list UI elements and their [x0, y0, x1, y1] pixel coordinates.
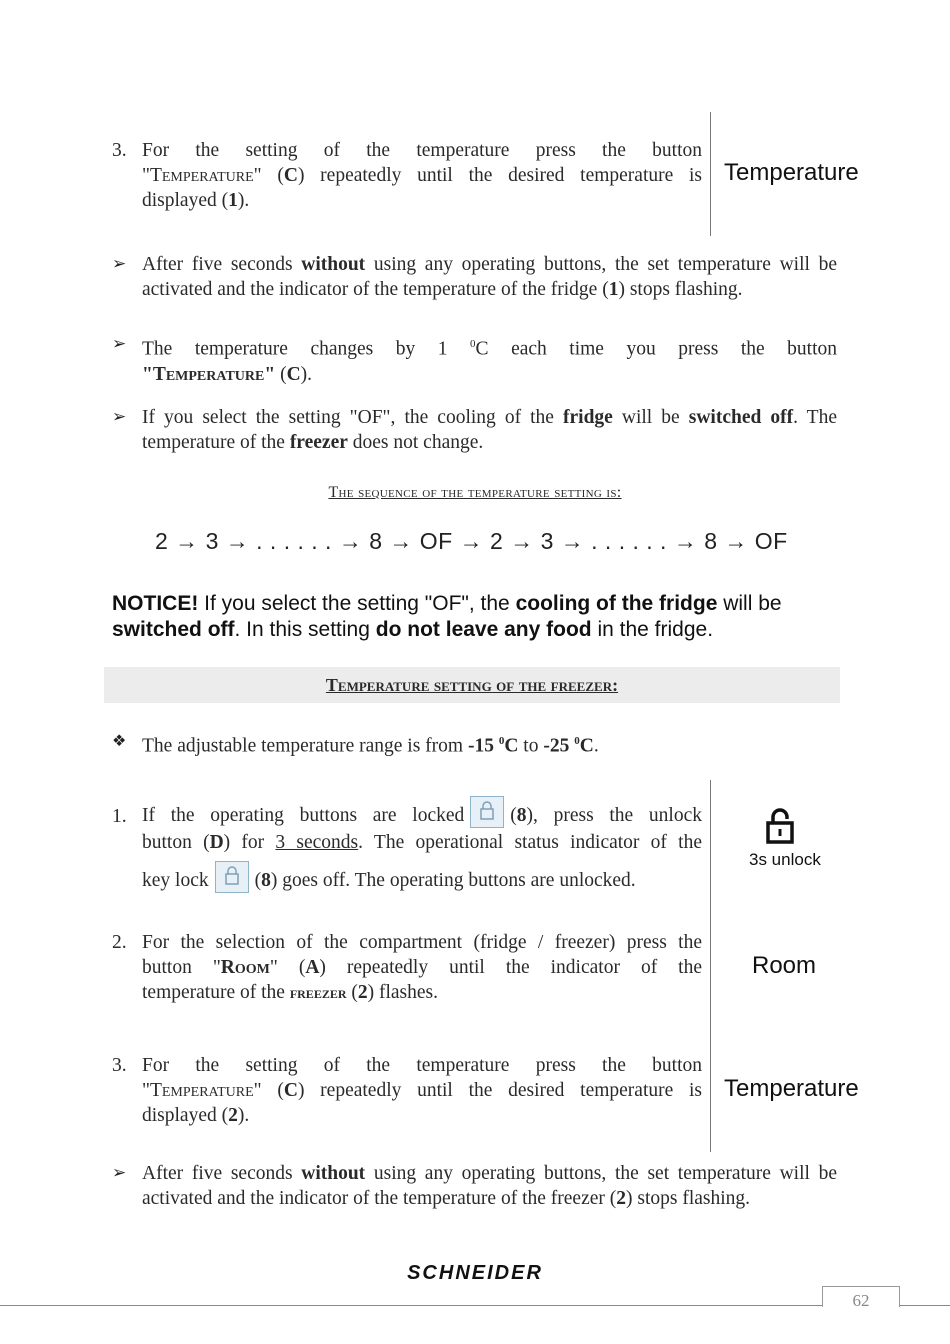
text-line: key lock (8) goes off. The operating buttons are unlocked.: [142, 861, 702, 899]
divider-line: [710, 112, 711, 236]
brand-logo: SCHNEIDER: [407, 1262, 543, 1284]
fridge-note-3: If you select the setting "OF", the cooling of the fridge will be switched off. The temperature of the freezer does not change.: [142, 407, 837, 453]
text-line: button (D) for 3 seconds. The operational status indicator of the: [142, 832, 702, 853]
text-line: For the setting of the temperature press the button: [142, 1055, 702, 1076]
notice-box: NOTICE! If you select the setting "OF", the cooling of the fridge will be switched off. In this setting do not leave any food in the fridge.: [112, 592, 782, 641]
room-button-label: Room: [752, 952, 817, 979]
step-number: 1.: [112, 806, 127, 827]
freezer-heading: Temperature setting of the freezer:: [325, 675, 619, 695]
temperature-sequence: 2 → 3 → . . . . . . → 8 → OF → 2 → 3 → . . . . . . → 8 → OF: [155, 528, 788, 554]
freezer-step1-text: [142, 792, 702, 899]
divider-line: [710, 780, 711, 1152]
arrow-bullet-icon: ➢: [112, 334, 127, 354]
text-line: "Temperature" (C) repeatedly until the desired temperature is: [142, 1080, 702, 1101]
text-line: "Temperature" (C) repeatedly until the desired temperature is: [142, 165, 702, 186]
text-line: displayed (1).: [142, 190, 250, 211]
step-number: 3.: [112, 140, 127, 161]
footer-rule: [0, 1305, 950, 1306]
diamond-bullet-icon: ❖: [112, 731, 127, 750]
temperature-button-label: Temperature: [724, 1075, 859, 1102]
freezer-step2-text: [142, 930, 702, 1005]
freezer-range: The adjustable temperature range is from -15 $^0$C to -25 $^0$C.: [142, 735, 599, 757]
step-number: 2.: [112, 932, 127, 953]
text-line: For the selection of the compartment (fridge / freezer) press the: [142, 932, 702, 953]
arrow-bullet-icon: ➢: [112, 1163, 127, 1183]
step-number: 3.: [112, 1055, 127, 1076]
text-line: displayed (2).: [142, 1105, 250, 1126]
fridge-note-1: After five seconds without using any operating buttons, the set temperature will be activated and the indicator of the temperature of the fridge (1) stops flashing.: [142, 254, 838, 300]
unlock-icon: [764, 808, 796, 848]
temperature-button-label: Temperature: [724, 159, 859, 186]
page-number: 62: [852, 1291, 870, 1310]
text-line: "Temperature" (C).: [142, 363, 313, 385]
sequence-heading: The sequence of the temperature setting is:: [328, 484, 622, 501]
text-line: If the operating buttons are locked (8), press the unlock: [142, 792, 702, 828]
freezer-step3-text: [142, 1053, 702, 1128]
lock-icon: [470, 796, 504, 828]
fridge-note-2: [142, 332, 837, 387]
arrow-bullet-icon: ➢: [112, 254, 127, 274]
text-line: For the setting of the temperature press the button: [142, 140, 702, 161]
arrow-bullet-icon: ➢: [112, 407, 127, 427]
unlock-button-label: 3s unlock: [749, 850, 821, 869]
fridge-step3-text: [142, 138, 702, 213]
text-line: temperature of the freezer (2) flashes.: [142, 982, 439, 1003]
text-line: button "Room" (A) repeatedly until the indicator of the: [142, 957, 702, 978]
text-line: The temperature changes by 1 $^0$C each time you press the button: [142, 338, 837, 360]
freezer-note: After five seconds without using any operating buttons, the set temperature will be activated and the indicator of the temperature of the freezer (2) stops flashing.: [142, 1163, 838, 1209]
lock-icon: [215, 861, 249, 893]
